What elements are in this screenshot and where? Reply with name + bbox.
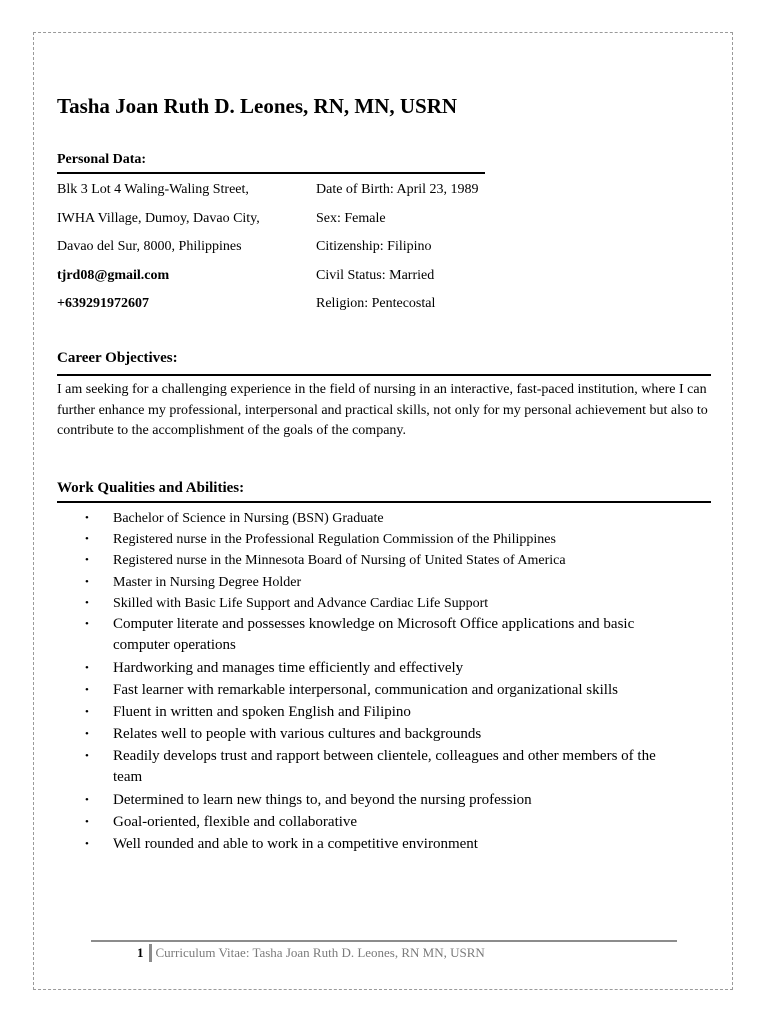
list-item	[85, 724, 685, 746]
personal-data-contact	[57, 180, 260, 323]
list-item	[85, 593, 685, 614]
bullet-icon: •	[85, 533, 89, 546]
bullet-icon: •	[85, 575, 89, 588]
bullet-icon: •	[85, 837, 89, 850]
list-item	[85, 702, 685, 724]
page-footer	[137, 944, 485, 962]
list-item-text: Readily develops trust and rapport between clientele, colleagues and other members of the team	[113, 747, 656, 786]
list-item-text: Well rounded and able to work in a competitive environment	[113, 835, 478, 852]
list-item	[85, 812, 685, 834]
list-item-text: Computer literate and possesses knowledge on Microsoft Office applications and basic computer operations	[113, 615, 635, 654]
list-item	[85, 508, 685, 529]
work-qualities-heading: Work Qualities and Abilities:	[57, 480, 245, 496]
list-item-text: Bachelor of Science in Nursing (BSN) Graduate	[113, 511, 384, 526]
bullet-icon: •	[85, 554, 89, 567]
list-item-text: Registered nurse in the Minnesota Board of Nursing of United States of America	[113, 553, 566, 569]
list-item-text: Fast learner with remarkable interpersonal, communication and organizational skills	[113, 681, 618, 698]
list-item-text: Relates well to people with various cultures and backgrounds	[113, 725, 482, 742]
address-line-1: Blk 3 Lot 4 Waling-Waling Street,	[57, 182, 249, 197]
list-item-text: Hardworking and manages time efficiently and effectively	[113, 659, 464, 676]
citizenship: Citizenship: Filipino	[316, 239, 432, 254]
list-item	[85, 658, 685, 680]
page-number: 1	[137, 945, 144, 960]
list-item	[85, 614, 685, 657]
list-item-text: Registered nurse in the Professional Regulation Commission of the Philippines	[113, 532, 556, 548]
career-objectives-divider	[57, 374, 711, 376]
address-line-2: IWHA Village, Dumoy, Davao City,	[57, 210, 260, 226]
work-qualities-list	[85, 508, 685, 856]
list-item-text: Skilled with Basic Life Support and Advance Cardiac Life Support	[113, 595, 489, 611]
bullet-icon: •	[85, 793, 89, 806]
list-item-text: Fluent in written and spoken English and Filipino	[113, 703, 411, 720]
footer-separator	[149, 944, 152, 962]
civil-status: Civil Status: Married	[316, 267, 435, 283]
footer-divider	[91, 940, 677, 942]
date-of-birth: Date of Birth: April 23, 1989	[316, 182, 479, 197]
career-objectives-heading: Career Objectives:	[57, 350, 178, 366]
bullet-icon: •	[85, 727, 89, 740]
bullet-icon: •	[85, 661, 89, 674]
bullet-icon: •	[85, 815, 89, 828]
list-item	[85, 790, 685, 812]
list-item-text: Determined to learn new things to, and beyond the nursing profession	[113, 791, 532, 808]
list-item	[85, 529, 685, 550]
bullet-icon: •	[85, 683, 89, 696]
list-item	[85, 680, 685, 702]
career-objectives-text: I am seeking for a challenging experience in the field of nursing in an interactive, fast-paced institution, where I can further enhance my professional, interpersonal and practical skills, not only for my personal achievement but also to contribute to the accomplishment of the goals of the company.	[57, 382, 708, 438]
bullet-icon: •	[85, 596, 89, 609]
sex: Sex: Female	[316, 210, 386, 226]
list-item	[85, 572, 685, 593]
list-item	[85, 550, 685, 571]
religion: Religion: Pentecostal	[316, 296, 436, 311]
list-item-text: Master in Nursing Degree Holder	[113, 574, 302, 590]
bullet-icon: •	[85, 705, 89, 718]
bullet-icon: •	[85, 512, 89, 524]
bullet-icon: •	[85, 617, 89, 630]
list-item	[85, 834, 685, 856]
email-address: tjrd08@gmail.com	[57, 267, 170, 283]
bullet-icon: •	[85, 749, 89, 762]
footer-text: Curriculum Vitae: Tasha Joan Ruth D. Leones, RN MN, USRN	[155, 945, 485, 960]
personal-data-divider	[57, 172, 485, 174]
list-item-text: Goal-oriented, flexible and collaborative	[113, 813, 358, 830]
phone-number: +639291972607	[57, 296, 149, 311]
cv-name-title: Tasha Joan Ruth D. Leones, RN, MN, USRN	[57, 94, 458, 118]
personal-data-heading: Personal Data:	[57, 152, 147, 167]
personal-data-details	[316, 180, 479, 323]
address-line-3: Davao del Sur, 8000, Philippines	[57, 239, 242, 254]
list-item	[85, 746, 685, 789]
work-qualities-divider	[57, 501, 711, 503]
